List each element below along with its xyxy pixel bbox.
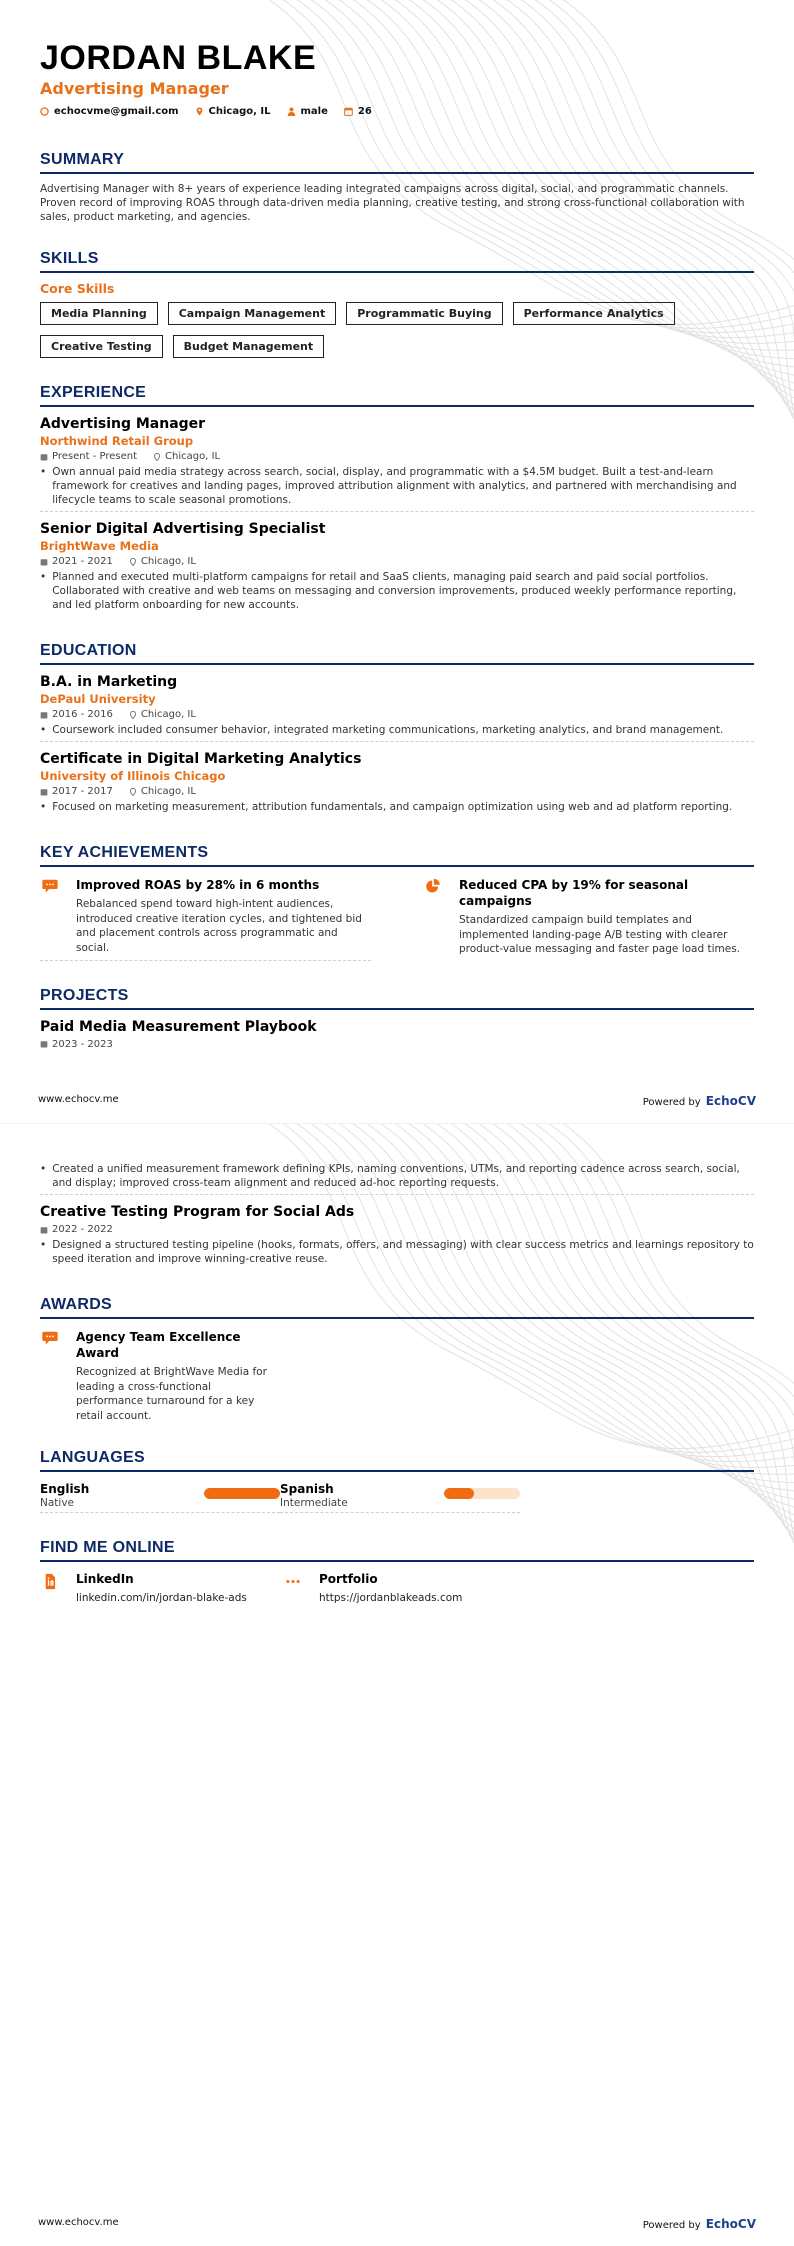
pie-chart-icon [423,877,443,895]
experience-entry [40,520,754,616]
entry-dates: 2016 - 2016 [52,709,113,720]
education-entry [40,750,754,818]
summary-text: Advertising Manager with 8+ years of experience leading integrated campaigns across digital, social, and programmatic channels. Proven record of improving ROAS through data-driven media planning, creative testing, and strong cross-functional collaboration with sales, product marketing, and agencies. [40,183,745,223]
entry-bullet: • Planned and executed multi-platform campaigns for retail and SaaS clients, managing paid search and paid social portfolios. Collaborated with creative and web teams on messaging and conversion improvements, produced weekly performance reporting, and led platform onboarding for new accounts. [40,571,737,611]
skill-tag: Media Planning [40,302,158,325]
online-section [40,1539,754,1604]
summary-section [40,151,754,224]
calendar-icon [40,788,48,796]
language-item [40,1482,280,1513]
award-title: Agency Team Excellence Award [76,1330,241,1360]
project-title: Creative Testing Program for Social Ads [40,1204,355,1220]
location-pin-icon [195,107,204,116]
section-title: FIND ME ONLINE [40,1539,754,1562]
projects-section [40,987,754,1050]
languages-list [40,1482,754,1513]
online-links [40,1572,754,1604]
calendar-icon [40,1040,48,1048]
achievements-grid [40,877,754,961]
section-title: SUMMARY [40,151,754,174]
skill-tag: Campaign Management [168,302,337,325]
contact-email[interactable]: echocvme@gmail.com [40,106,179,117]
section-title: EXPERIENCE [40,384,754,407]
entry-location: Chicago, IL [140,709,196,720]
award-desc: Recognized at BrightWave Media for leading a cross-functional performance turnaround for a key retail account. [76,1366,267,1422]
company-name: BrightWave Media [40,539,159,553]
online-title: LinkedIn [76,1572,134,1586]
email-icon [40,107,49,116]
proficiency-fill [444,1488,474,1499]
language-level: Intermediate [280,1497,348,1509]
project-entry [40,1018,754,1050]
school-name: DePaul University [40,692,156,706]
candidate-role: Advertising Manager [40,79,229,98]
location-pin-icon [129,711,137,719]
online-title: Portfolio [319,1572,378,1586]
calendar-icon [40,453,48,461]
entry-dates: 2021 - 2021 [52,556,113,567]
achievement-title: Reduced CPA by 19% for seasonal campaigns [459,878,689,908]
entry-bullet: • Focused on marketing measurement, attribution fundamentals, and campaign optimization using web and ad platform reporting. [40,801,733,813]
degree-title: Certificate in Digital Marketing Analytics [40,751,362,767]
experience-entry [40,415,754,512]
achievements-section [40,844,754,961]
education-entry [40,673,754,742]
calendar-icon [344,107,353,116]
online-item[interactable] [283,1572,526,1604]
entry-meta [40,556,754,567]
resume-page-2 [0,1123,794,2246]
achievement-item [40,877,371,961]
entry-dates: 2022 - 2022 [52,1224,113,1235]
page-footer [38,2213,756,2232]
degree-title: B.A. in Marketing [40,674,178,690]
project-entry [40,1203,754,1270]
brand-logo: EchoCV [705,2217,756,2231]
candidate-name: JORDAN BLAKE [40,39,317,77]
entry-bullet: • Coursework included consumer behavior, integrated marketing communications, marketing analytics, and brand management. [40,723,754,742]
language-name: Spanish [280,1482,334,1496]
experience-section [40,384,754,616]
project-title: Paid Media Measurement Playbook [40,1018,317,1035]
powered-by: Powered by EchoCV [642,2217,756,2231]
contact-info [40,106,754,117]
achievement-desc: Standardized campaign build templates and implemented landing-page A/B testing with clearer product-value messaging and faster page load times. [459,914,741,955]
entry-dates: 2023 - 2023 [52,1038,113,1050]
location-pin-icon [153,453,161,461]
footer-url[interactable]: www.echocv.me [38,2217,119,2228]
skill-tag: Performance Analytics [513,302,675,325]
linkedin-icon [40,1572,60,1590]
awards-section [40,1296,754,1423]
section-title: AWARDS [40,1296,754,1319]
language-name: English [40,1482,90,1496]
language-level: Native [40,1497,74,1509]
entry-bullet: • Created a unified measurement framework defining KPIs, naming conventions, UTMs, and reporting cadence across search, social, and display; improved cross-team alignment and reduced ad-hoc reporting requests. [40,1162,754,1195]
entry-meta [40,1224,754,1235]
entry-bullet: • Designed a structured testing pipeline (hooks, formats, offers, and messaging) with clear success metrics and learnings repository to speed iteration and improve winning-creative reuse. [40,1239,754,1265]
languages-section [40,1449,754,1513]
chat-bubble-icon [40,877,60,895]
calendar-icon [40,558,48,566]
online-link[interactable]: https://jordanblakeads.com [319,1592,463,1604]
chat-bubble-icon [40,1329,60,1347]
company-name: Northwind Retail Group [40,434,194,448]
skill-tag: Budget Management [173,335,324,358]
person-icon [287,107,296,116]
ellipsis-icon [283,1572,303,1590]
award-item [40,1329,270,1423]
entry-dates: 2017 - 2017 [52,786,113,797]
entry-location: Chicago, IL [165,451,221,462]
achievement-item [423,877,754,961]
achievement-desc: Rebalanced spend toward high-intent audiences, introduced creative iteration cycles, and tightened bid and placement controls across programmatic and social. [76,898,362,954]
entry-location: Chicago, IL [140,556,196,567]
location-pin-icon [129,788,137,796]
entry-dates: Present - Present [52,451,138,462]
section-title: PROJECTS [40,987,754,1010]
entry-meta [40,786,754,797]
achievement-title: Improved ROAS by 28% in 6 months [76,878,320,892]
skill-tag: Creative Testing [40,335,163,358]
entry-meta [40,451,754,462]
proficiency-bar [444,1488,520,1499]
powered-by: Powered by EchoCV [642,1094,756,1108]
language-item [280,1482,520,1513]
calendar-icon [40,1226,48,1234]
section-title: KEY ACHIEVEMENTS [40,844,754,867]
section-title: EDUCATION [40,642,754,665]
online-item[interactable] [40,1572,283,1604]
entry-meta [40,1039,754,1050]
location-pin-icon [129,558,137,566]
entry-bullet: • Own annual paid media strategy across search, social, display, and programmatic with a $4.5M budget. Built a test-and-learn framework for creatives and landing pages, improved attribution alignment with analytics, and partnered with merchandising and lifecycle teams to scale seasonal promotions. [40,465,754,512]
job-title: Senior Digital Advertising Specialist [40,521,326,537]
contact-gender: male [287,106,328,117]
section-title: LANGUAGES [40,1449,754,1472]
footer-url[interactable]: www.echocv.me [38,1094,119,1105]
online-link[interactable]: linkedin.com/in/jordan-blake-ads [76,1592,247,1604]
job-title: Advertising Manager [40,416,206,432]
calendar-icon [40,711,48,719]
skill-tag: Programmatic Buying [346,302,502,325]
entry-location: Chicago, IL [140,786,196,797]
skills-category: Core Skills [40,281,115,296]
entry-meta [40,709,754,720]
project-entry-continued [40,1162,754,1195]
contact-age: 26 [344,106,372,117]
brand-logo: EchoCV [705,1094,756,1108]
page-footer [38,1090,756,1109]
school-name: University of Illinois Chicago [40,769,226,783]
skills-section [40,250,754,358]
proficiency-bar [204,1488,280,1499]
section-title: SKILLS [40,250,754,273]
education-section [40,642,754,818]
contact-location: Chicago, IL [195,106,271,117]
skill-tags [40,302,754,358]
proficiency-fill [204,1488,280,1499]
